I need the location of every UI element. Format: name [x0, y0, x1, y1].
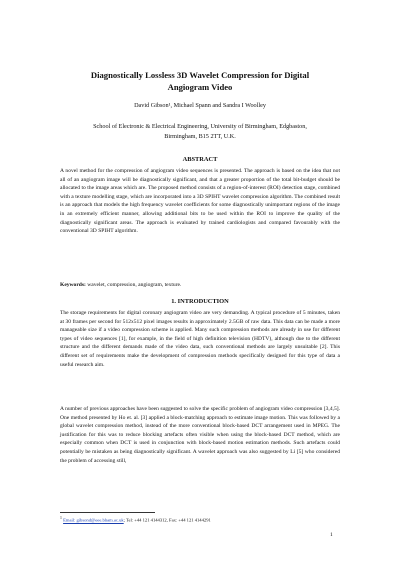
- affiliation: [55, 122, 345, 142]
- author-list: David Gibson¹, Michael Spann and Sandra I Woolley: [134, 102, 266, 109]
- footnote-email-link[interactable]: Email: gibsond@eee.bham.ac.uk: [63, 517, 124, 523]
- affiliation-line-2: Birmingham, B15 2TT, U.K.: [164, 133, 236, 140]
- paper-title: [40, 70, 360, 93]
- abstract-heading: ABSTRACT: [182, 156, 218, 163]
- title-line-2: Angiogram Video: [167, 81, 233, 92]
- keywords-text: wavelet, compression, angiogram, texture.: [87, 282, 182, 288]
- footnote-divider: [60, 512, 155, 513]
- page-number: 1: [330, 532, 333, 538]
- footnote-marker: 1: [60, 516, 62, 520]
- keywords-line: [60, 281, 340, 289]
- introduction-paragraph-1: The storage requirements for digital coronary angiogram video are very demanding. A typical procedure of 5 minutes, taken at 30 frames per second for 512x512 pixel images results in approximately 2.5GB of raw data. This data can be made a more manageable size if a video compression scheme is applied. Many such compression methods are already in use for different types of video sequences [1], for example, in the field of high definition television (HDTV), although due to the different structure and the different demands made of the video data, such conventional methods are largely unsuitable [2]. This different set of requirements make the development of compression methods specifically designed for this type of data a useful research aim.: [60, 310, 340, 368]
- title-line-1: Diagnostically Lossless 3D Wavelet Compression for Digital: [90, 70, 310, 80]
- keywords-label: Keywords:: [60, 282, 86, 288]
- introduction-heading: 1. INTRODUCTION: [171, 298, 229, 305]
- footnote-contact: ; Tel: +44 121 4144312, Fax: +44 121 4144291: [123, 517, 211, 523]
- introduction-paragraph-2: A number of previous approaches have been suggested to solve the specific problem of angiogram video compression [3,4,5]. One method presented by Ho et. al. [3] applied a block-matching approach to estimate image motion. This was followed by a global wavelet compression method, instead of the more conventional block-based DCT arrangement used in MPEG. The justification for this was to reduce blocking artefacts often visible when using the block-based DCT method, which are especially common when DCT is used in conjunction with block-based motion estimation methods. Such artefacts could potentially be mistaken as being diagnostically significant. A wavelet approach was also suggested by Li [5] who considered the problem of accessing still,: [60, 406, 340, 464]
- affiliation-line-1: School of Electronic & Electrical Engineering, University of Birmingham, Edgbaston,: [93, 123, 307, 130]
- footnote: [60, 515, 350, 524]
- abstract-text: A novel method for the compression of angiogram video sequences is presented. The approach is based on the idea that not all of an angiogram image will be diagnostically significant, and that a greater proportion of the total bit-budget should be allocated to the image areas which are. The proposed method consists of a region-of-interest (ROI) detection stage, combined with a texture modelling stage, which are incorporated into a 3D SPIHT wavelet compression algorithm. The combined result is an approach that models the high frequency wavelet coefficients for some diagnostically unimportant regions of the image in an extremely efficient manner, allowing additional bits to be used within the ROI to improve the quality of the diagnostically significant areas. The approach is evaluated by trained cardiologists and compared favourably with the conventional 3D SPIHT algorithm.: [60, 168, 340, 235]
